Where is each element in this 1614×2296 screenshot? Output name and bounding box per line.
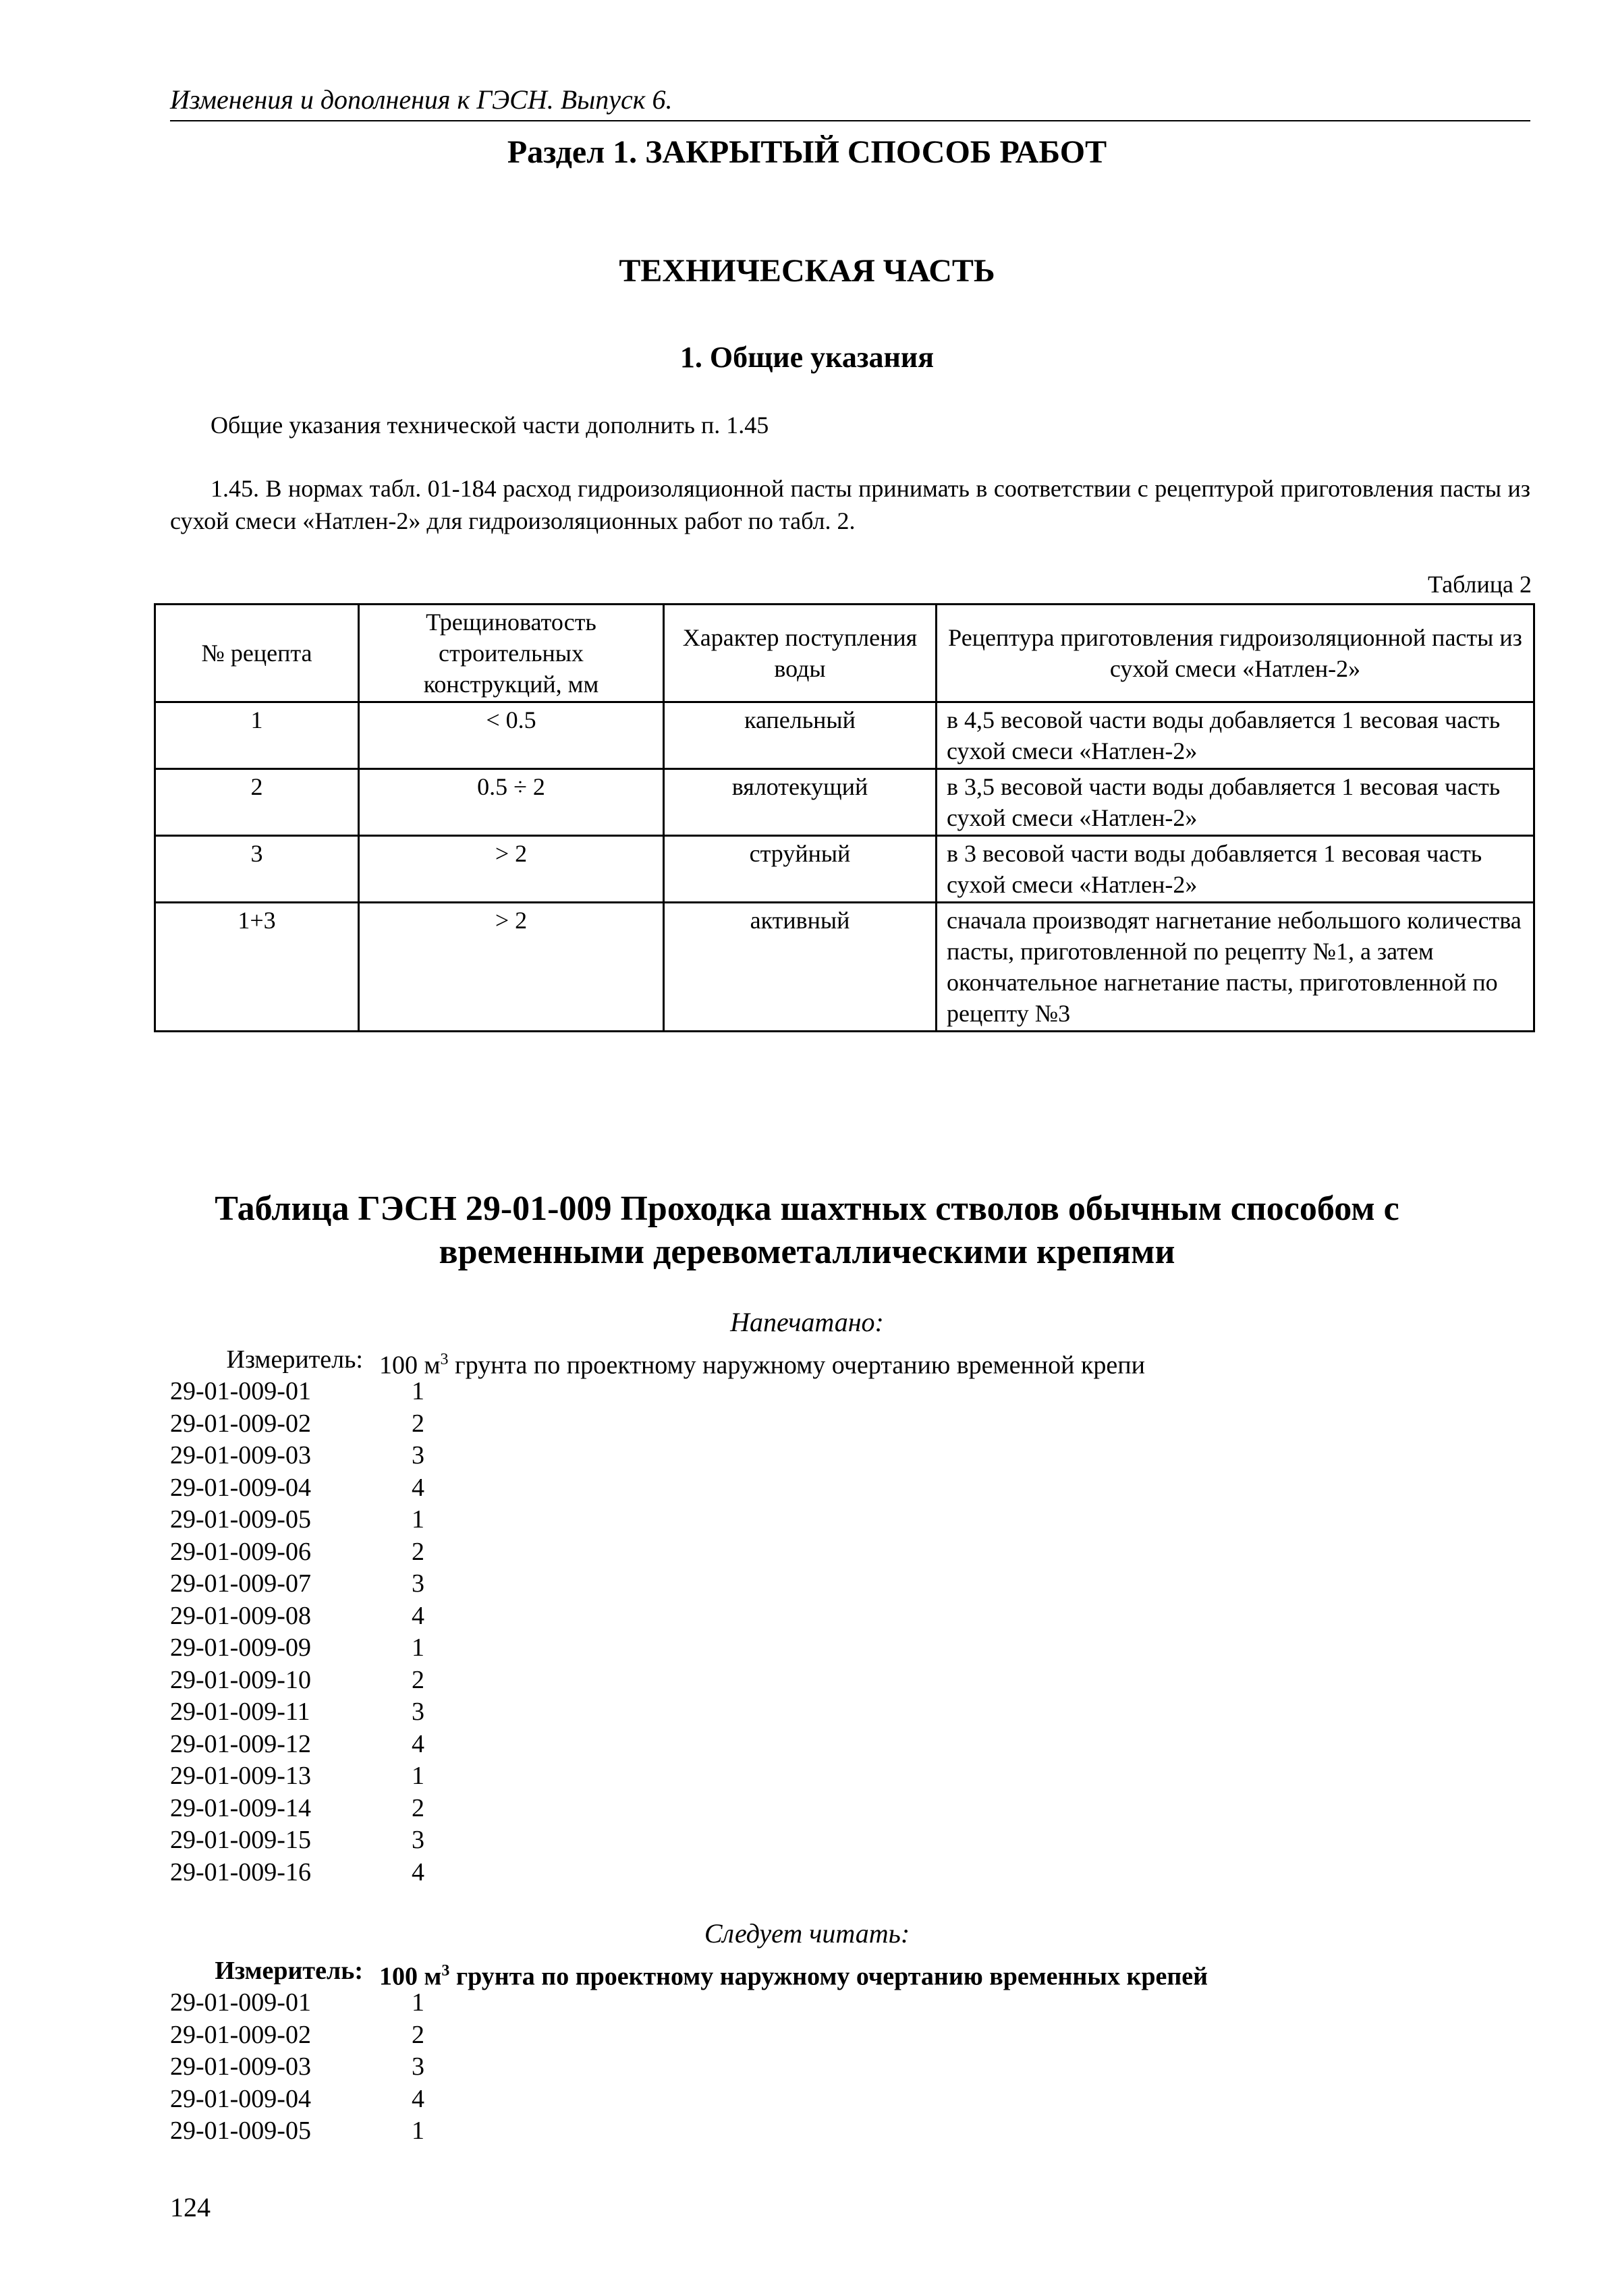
norm-number: 4 (412, 1601, 424, 1630)
cell-water-inflow: активный (664, 903, 937, 1032)
norm-number: 3 (412, 1698, 424, 1726)
list-item (170, 2115, 575, 2148)
norm-number: 2 (412, 2020, 424, 2049)
norm-code: 29-01-009-01 (170, 1988, 311, 2017)
norm-number: 1 (412, 1505, 424, 1534)
norm-code: 29-01-009-06 (170, 1537, 311, 1566)
page-header: Изменения и дополнения к ГЭСН. Выпуск 6. (170, 80, 1530, 121)
list-item (170, 1987, 575, 2019)
norm-number: 2 (412, 1409, 424, 1438)
general-instructions-title: 1. Общие указания (679, 341, 935, 374)
norm-number: 3 (412, 1826, 424, 1854)
list-item (170, 1793, 575, 1825)
norm-number: 1 (412, 2117, 424, 2145)
norm-code: 29-01-009-15 (170, 1826, 311, 1854)
norm-number: 3 (412, 2052, 424, 2081)
norm-code: 29-01-009-02 (170, 1409, 311, 1438)
norm-number: 4 (412, 1729, 424, 1758)
cell-recipe-number: 2 (155, 769, 359, 836)
table-row (155, 769, 1534, 836)
cell-recipe: в 3,5 весовой части воды добавляется 1 весовая часть сухой смеси «Натлен-2» (937, 769, 1534, 836)
list-item (170, 1760, 575, 1793)
norm-number: 1 (412, 1633, 424, 1662)
norm-number: 2 (412, 1665, 424, 1694)
header-recipe: Рецептура приготовления гидроизоляционной пасты из сухой смеси «Натлен-2» (937, 605, 1534, 702)
norm-code: 29-01-009-05 (170, 2117, 311, 2145)
list-item (170, 2083, 575, 2116)
list-item (170, 1632, 575, 1664)
norm-code: 29-01-009-07 (170, 1569, 311, 1598)
norm-code: 29-01-009-04 (170, 2084, 311, 2113)
list-item (170, 1600, 575, 1633)
norm-code: 29-01-009-02 (170, 2020, 311, 2049)
paragraph-1-45: 1.45. В нормах табл. 01-184 расход гидроизоляционной пасты принимать в соответствии с рецептурой приготовления пасты из сухой смеси «Натлен-2» для гидроизоляционных работ по табл. 2. (170, 475, 1530, 534)
norm-code: 29-01-009-11 (170, 1698, 310, 1726)
cell-recipe: в 4,5 весовой части воды добавляется 1 весовая часть сухой смеси «Натлен-2» (937, 702, 1534, 769)
list-item (170, 1857, 575, 1889)
measure-label: Измеритель: (215, 1957, 363, 1985)
printed-measure-line (170, 1344, 1452, 1380)
table-row (155, 836, 1534, 903)
cell-crack-width: < 0.5 (359, 702, 664, 769)
norm-number: 2 (412, 1793, 424, 1822)
cell-water-inflow: вялотекущий (664, 769, 937, 836)
norm-code: 29-01-009-05 (170, 1505, 311, 1534)
norm-code: 29-01-009-09 (170, 1633, 311, 1662)
norm-code: 29-01-009-01 (170, 1377, 311, 1405)
measure-value: 100 $м^3$ грунта по проектному наружному очертанию временной крепи (379, 1351, 1145, 1380)
table-row (155, 903, 1534, 1032)
measure-value: 100 $м^3$ грунта по проектному наружному очертанию временных крепей (379, 1962, 1208, 1991)
cell-recipe: в 3 весовой части воды добавляется 1 весовая часть сухой смеси «Натлен-2» (937, 836, 1534, 903)
paragraph-intro: Общие указания технической части дополнить п. 1.45 (211, 412, 769, 439)
list-item (170, 1568, 575, 1600)
list-item (170, 1729, 575, 1761)
printed-label: Напечатано: (730, 1307, 884, 1337)
header-crack-width: Трещиноватость строительных конструкций, мм (359, 605, 664, 702)
list-item (170, 2051, 575, 2083)
measure-label: Измеритель: (226, 1345, 363, 1374)
cell-water-inflow: струйный (664, 836, 937, 903)
norm-number: 4 (412, 2084, 424, 2113)
table-2-caption: Таблица 2 (1428, 571, 1532, 598)
list-item (170, 1536, 575, 1569)
norm-code: 29-01-009-03 (170, 1441, 311, 1469)
cell-crack-width: > 2 (359, 836, 664, 903)
cell-crack-width: 0.5 ÷ 2 (359, 769, 664, 836)
cell-recipe-number: 1 (155, 702, 359, 769)
technical-part-title: ТЕХНИЧЕСКАЯ ЧАСТЬ (619, 253, 995, 289)
list-item (170, 1504, 575, 1536)
norm-code: 29-01-009-14 (170, 1793, 311, 1822)
norm-code: 29-01-009-12 (170, 1729, 311, 1758)
list-item (170, 1440, 575, 1472)
should-read-code-list (170, 1987, 575, 2148)
printed-code-list (170, 1376, 575, 1888)
norm-number: 3 (412, 1569, 424, 1598)
norm-code: 29-01-009-04 (170, 1473, 311, 1502)
cell-recipe-number: 1+3 (155, 903, 359, 1032)
should-read-measure-line (170, 1955, 1452, 1991)
cell-water-inflow: капельный (664, 702, 937, 769)
norm-code: 29-01-009-13 (170, 1762, 311, 1790)
list-item (170, 1376, 575, 1408)
table-row (155, 702, 1534, 769)
norm-number: 1 (412, 1377, 424, 1405)
recipe-table (154, 603, 1535, 1032)
page-number: 124 (170, 2192, 211, 2222)
list-item (170, 1824, 575, 1857)
header-water-inflow: Характер поступления воды (664, 605, 937, 702)
cell-recipe: сначала производят нагнетание небольшого количества пасты, приготовленной по рецепту №1, а затем окончательное нагнетание пасты, приготовленной по рецепту №3 (937, 903, 1534, 1032)
norm-code: 29-01-009-03 (170, 2052, 311, 2081)
norm-code: 29-01-009-08 (170, 1601, 311, 1630)
should-read-label: Следует читать: (704, 1918, 910, 1949)
norm-number: 4 (412, 1857, 424, 1886)
norm-number: 1 (412, 1988, 424, 2017)
header-recipe-number: № рецепта (155, 605, 359, 702)
cell-crack-width: > 2 (359, 903, 664, 1032)
table-header-row (155, 605, 1534, 702)
list-item (170, 1472, 575, 1505)
norm-number: 4 (412, 1473, 424, 1502)
norm-code: 29-01-009-16 (170, 1857, 311, 1886)
list-item (170, 1696, 575, 1729)
list-item (170, 1408, 575, 1440)
list-item (170, 2019, 575, 2052)
cell-recipe-number: 3 (155, 836, 359, 903)
norm-code: 29-01-009-10 (170, 1665, 311, 1694)
norm-number: 2 (412, 1537, 424, 1566)
norm-number: 1 (412, 1762, 424, 1790)
norm-number: 3 (412, 1441, 424, 1469)
list-item (170, 1664, 575, 1697)
gesn-table-title: Таблица ГЭСН 29-01-009 Проходка шахтных стволов обычным способом с временными деревометаллическими крепями (215, 1189, 1399, 1271)
section-title: Раздел 1. ЗАКРЫТЫЙ СПОСОБ РАБОТ (507, 134, 1107, 170)
